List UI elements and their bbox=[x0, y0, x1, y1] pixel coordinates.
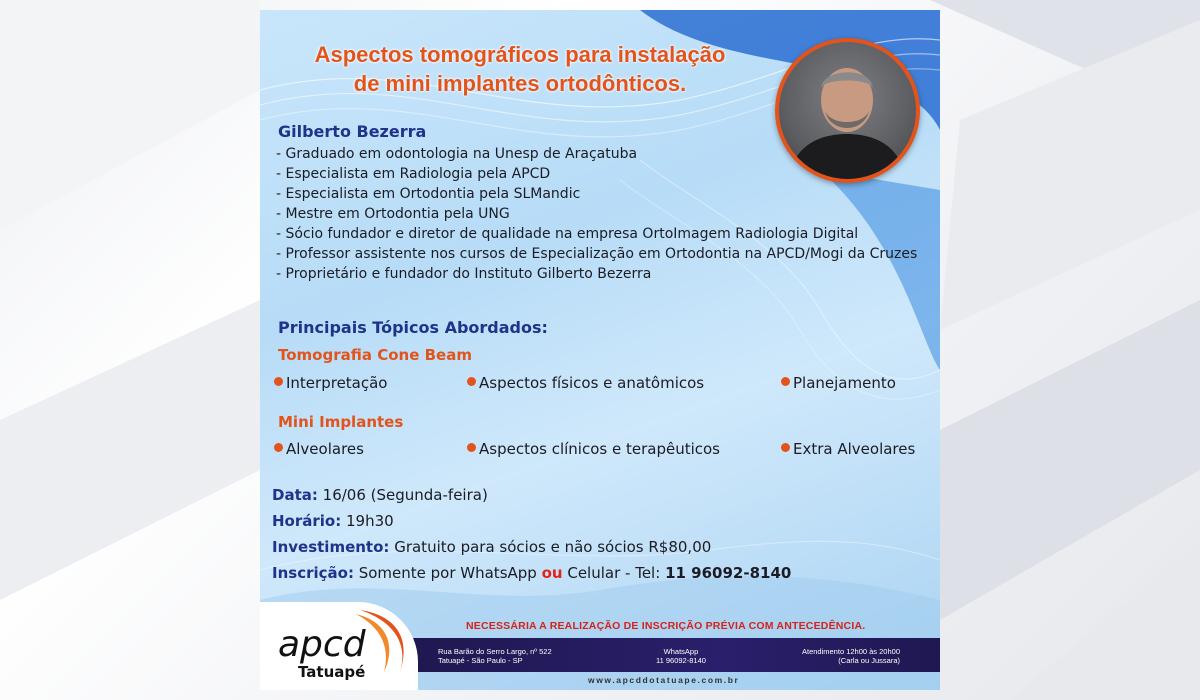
bio-item: - Professor assistente nos cursos de Especialização em Ortodontia na APCD/Mogi da Cruzes bbox=[276, 246, 918, 262]
event-signup bbox=[272, 564, 791, 582]
bullet-icon bbox=[274, 443, 283, 452]
time-value: 19h30 bbox=[346, 512, 394, 530]
signup-label: Inscrição: bbox=[272, 564, 354, 582]
bio-item: - Especialista em Radiologia pela APCD bbox=[276, 166, 551, 182]
topic-item: Extra Alveolares bbox=[781, 440, 915, 458]
bio-item: - Proprietário e fundador do Instituto Gilberto Bezerra bbox=[276, 266, 652, 282]
speaker-name: Gilberto Bezerra bbox=[278, 122, 427, 141]
bullet-icon bbox=[781, 377, 790, 386]
date-label: Data: bbox=[272, 486, 318, 504]
topic-group-title-mini-implants: Mini Implantes bbox=[278, 413, 404, 431]
website-link[interactable]: www.apcddotatuape.com.br bbox=[588, 675, 740, 685]
topic-item: Planejamento bbox=[781, 374, 896, 392]
signup-or: ou bbox=[541, 564, 563, 582]
topic-group-title-cbct: Tomografia Cone Beam bbox=[278, 346, 472, 364]
topic-item: Aspectos físicos e anatômicos bbox=[467, 374, 704, 392]
title-line-2: de mini implantes ortodônticos. bbox=[353, 71, 687, 96]
logo-unit: Tatuapé bbox=[298, 663, 366, 681]
speaker-bio bbox=[276, 144, 917, 284]
price-value: Gratuito para sócios e não sócios R$80,00 bbox=[394, 538, 712, 556]
bullet-icon bbox=[274, 377, 283, 386]
event-flyer bbox=[260, 10, 940, 690]
bio-item: - Especialista em Ortodontia pela SLMandic bbox=[276, 186, 581, 202]
topic-item: Alveolares bbox=[274, 440, 364, 458]
bullet-icon bbox=[467, 443, 476, 452]
event-title bbox=[260, 40, 780, 98]
signup-tail: Celular - Tel: bbox=[567, 564, 661, 582]
bullet-icon bbox=[781, 443, 790, 452]
signup-phone: 11 96092-8140 bbox=[665, 564, 792, 582]
time-label: Horário: bbox=[272, 512, 342, 530]
topic-row-cbct bbox=[274, 374, 934, 398]
price-label: Investimento: bbox=[272, 538, 390, 556]
event-date bbox=[272, 486, 488, 504]
event-price bbox=[272, 538, 711, 556]
apcd-logo bbox=[260, 602, 418, 690]
footer-bar bbox=[410, 638, 940, 672]
bio-item: - Mestre em Ortodontia pela UNG bbox=[276, 206, 510, 222]
footer-whatsapp: WhatsApp 11 96092-8140 bbox=[656, 647, 706, 665]
footer-hours: Atendimento 12h00 às 20h00 (Carla ou Jussara) bbox=[802, 647, 900, 665]
title-line-1: Aspectos tomográficos para instalação bbox=[314, 42, 726, 67]
footer-address: Rua Barão do Serro Largo, nº 522 Tatuapé - São Paulo - SP bbox=[438, 647, 552, 665]
registration-notice: NECESSÁRIA A REALIZAÇÃO DE INSCRIÇÃO PRÉVIA COM ANTECEDÊNCIA. bbox=[466, 620, 866, 632]
topic-item: Aspectos clínicos e terapêuticos bbox=[467, 440, 720, 458]
topics-heading: Principais Tópicos Abordados: bbox=[278, 318, 548, 337]
date-value: 16/06 (Segunda-feira) bbox=[322, 486, 488, 504]
bio-item: - Sócio fundador e diretor de qualidade na empresa OrtoImagem Radiologia Digital bbox=[276, 226, 859, 242]
topic-item: Interpretação bbox=[274, 374, 387, 392]
logo-brand: apcd bbox=[278, 624, 366, 665]
signup-value: Somente por WhatsApp bbox=[358, 564, 537, 582]
event-time bbox=[272, 512, 394, 530]
topic-row-mini-implants bbox=[274, 440, 934, 464]
bullet-icon bbox=[467, 377, 476, 386]
bio-item: - Graduado em odontologia na Unesp de Araçatuba bbox=[276, 146, 638, 162]
